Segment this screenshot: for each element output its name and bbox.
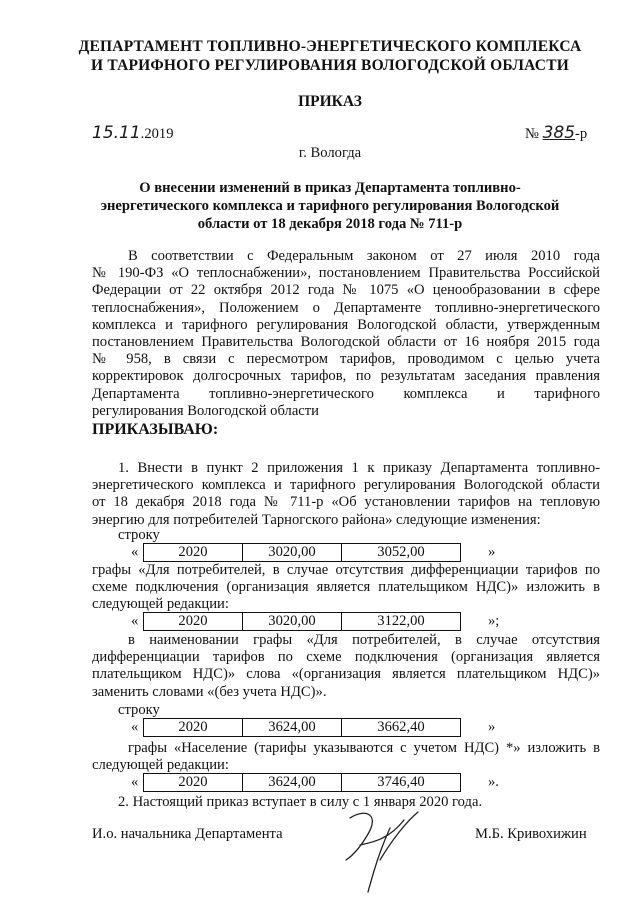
text-a-line: графы «Для потребителей, в случае отсутствия дифференциации тарифов по [92,562,600,578]
order-date [92,123,174,143]
department-name-line-2: И ТАРИФНОГО РЕГУЛИРОВАНИЯ ВОЛОГОДСКОЙ ОБЛАСТИ [91,57,569,74]
text-b [92,632,600,701]
table-1-close-quote: » [488,544,496,560]
handwritten-number: 385 [542,123,576,143]
item-2: 2. Настоящий приказ вступает в силу с 1 января 2020 года. [118,794,483,810]
table-2-close-quote: »; [488,613,500,629]
table-cell-value-1: 3020,00 [243,613,342,631]
document-type: ПРИКАЗ [298,93,362,110]
preamble-line: регулирования Вологодской области [92,402,319,419]
text-b-line: в наименовании графы «Для потребителей, в случае отсутствия [128,632,600,648]
handwritten-date: 15.11 [92,123,141,143]
table-3-close-quote: » [488,719,496,735]
table-row [144,774,461,792]
date-year: .2019 [140,126,174,142]
table-cell-value-1: 3624,00 [243,719,342,737]
handwritten-signature [320,800,440,900]
table-row [144,544,461,562]
preamble-line: теплоснабжения», Положением о Департаменте топливно-энергетического [92,299,600,316]
department-name-line-1: ДЕПАРТАМЕНТ ТОПЛИВНО-ЭНЕРГЕТИЧЕСКОГО КОМПЛЕКСА [78,38,582,55]
table-2-open-quote: « [131,613,139,629]
table-1-open-quote: « [131,544,139,560]
table-cell-value-1: 3624,00 [243,774,342,792]
signatory-name: М.Б. Кривохижин [475,826,587,842]
text-a [92,562,600,614]
table-cell-year: 2020 [144,774,243,792]
text-b-line: плательщиком НДС)» слова «(организация является плательщиком НДС)» [92,666,600,683]
text-a-line: следующей редакции: [92,596,229,613]
preamble-line: В соответствии с Федеральным законом от 27 июля 2010 года [128,248,600,264]
number-suffix: -р [575,126,588,142]
text-b-line: дифференциации тарифов по схеме подключения (организация является [92,649,600,666]
table-cell-value-2: 3052,00 [342,544,461,562]
tariff-table-4 [143,773,461,792]
text-c-line: графы «Население (тарифы указываются с учетом НДС) *» изложить в [128,740,600,756]
row-word-2: строку [118,702,160,718]
table-cell-value-2: 3122,00 [342,613,461,631]
city: г. Вологда [298,145,362,161]
item-1-line: энергию для потребителей Тарногского района» следующие изменения: [92,511,541,528]
table-cell-year: 2020 [144,719,243,737]
table-cell-value-2: 3746,40 [342,774,461,792]
text-c [92,740,600,774]
table-4-open-quote: « [131,774,139,790]
table-row [144,613,461,631]
table-cell-year: 2020 [144,544,243,562]
table-4-close-quote: ». [488,774,499,790]
table-3-open-quote: « [131,719,139,735]
preamble-line: комплекса и тарифного регулирования Вологодской области, утвержденным [92,316,600,333]
preamble-line: постановлением Правительства Вологодской области от 16 ноября 2015 года [92,334,600,351]
preamble-line: № 958, в связи с пересмотром тарифов, проводимом с целью учета [92,351,600,368]
table-row [144,719,461,737]
table-cell-value-1: 3020,00 [243,544,342,562]
tariff-table-1 [143,543,461,562]
item-1-line: 1. Внести в пункт 2 приложения 1 к приказу Департамента топливно- [118,460,600,476]
table-cell-year: 2020 [144,613,243,631]
text-a-line: схеме подключения (организация является плательщиком НДС)» изложить в [92,579,600,596]
text-b-line: заменить словами «(без учета НДС)». [92,683,327,700]
tariff-table-3 [143,718,461,737]
preamble-line: корректировок долгосрочных тарифов, по результатам заседания правления [92,368,600,385]
text-c-line: следующей редакции: [92,757,229,774]
subject-line-3: области от 18 декабря 2018 года № 711-р [197,216,463,232]
preamble-line: Федерации от 22 октября 2012 года № 1075 «О ценообразовании в сфере [92,282,600,299]
subject-line-1: О внесении изменений в приказ Департамента топливно- [139,180,521,196]
number-sign: № [525,126,539,142]
item-1-line: энергетического комплекса и тарифного регулирования Вологодской области [92,477,600,494]
preamble-line: Департамента топливно-энергетического комплекса и тарифного [92,385,600,402]
preamble [92,248,600,420]
signatory-position: И.о. начальника Департамента [92,826,283,842]
table-cell-value-2: 3662,40 [342,719,461,737]
item-1-line: от 18 декабря 2018 года № 711-р «Об установлении тарифов на тепловую [92,494,600,511]
tariff-table-2 [143,612,461,631]
row-word: строку [118,527,160,543]
order-word: ПРИКАЗЫВАЮ: [92,421,219,438]
subject [60,179,600,233]
item-1 [92,460,600,529]
subject-line-2: энергетического комплекса и тарифного регулирования Вологодской [100,198,560,214]
order-number [525,123,587,143]
preamble-line: № 190-ФЗ «О теплоснабжении», постановлением Правительства Российской [92,265,600,282]
